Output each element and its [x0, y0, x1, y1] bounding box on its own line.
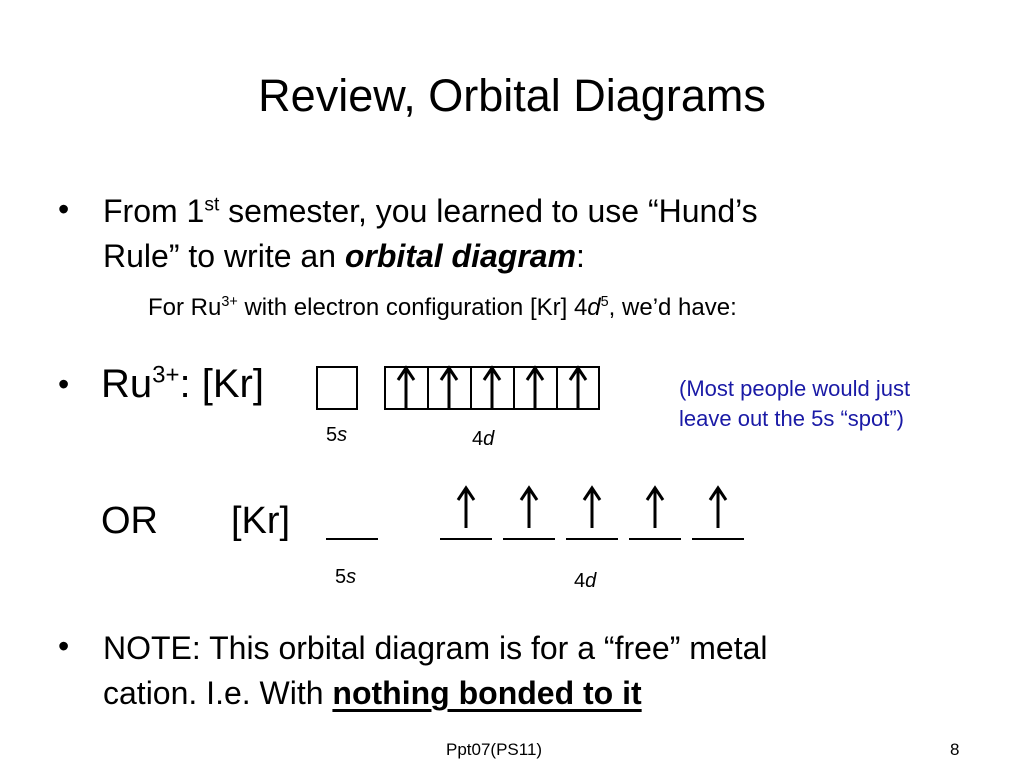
emphasized-text: nothing bonded to it: [332, 675, 642, 711]
up-arrow-icon: [710, 488, 726, 528]
label-5s: 5s: [326, 424, 348, 446]
bullet-marker-2: •: [58, 366, 70, 402]
page-number: 8: [950, 740, 960, 759]
label2-5s: 5s: [335, 566, 357, 588]
bullet-marker-3: •: [58, 628, 70, 664]
blank-4d-1: [440, 538, 492, 540]
up-arrow-icons-row1: [386, 362, 598, 412]
or-label: OR: [101, 500, 158, 542]
config-line: For $Ru^{3+}$ with electron configuration [Kr] $4d^5$, we’d have:: [148, 294, 737, 321]
up-arrow-icon: [527, 368, 543, 408]
up-arrow-icon: [398, 368, 414, 408]
up-arrow-icon: [570, 368, 586, 408]
kr-label-2: [Kr]: [231, 500, 291, 542]
blank-4d-4: [629, 538, 681, 540]
slide-title: Review, Orbital Diagrams: [258, 70, 766, 121]
up-arrow-icon: [521, 488, 537, 528]
up-arrow-icon: [484, 368, 500, 408]
bullet-marker-1: •: [58, 191, 70, 227]
blank-4d-5: [692, 538, 744, 540]
bullet1-line1: From 1st semester, you learned to use “Hund’s: [103, 193, 758, 229]
label2-4d: 4d: [574, 570, 597, 592]
up-arrow-icon: [441, 368, 457, 408]
up-arrow-icon: [584, 488, 600, 528]
bullet3-line1: NOTE: This orbital diagram is for a “free” metal: [103, 630, 768, 666]
blank-4d-3: [566, 538, 618, 540]
label-4d: 4d: [472, 428, 495, 450]
bullet3-line2: cation. I.e. With nothing bonded to it: [103, 675, 642, 711]
side-note: (Most people would just leave out the 5s “spot”): [679, 376, 911, 431]
up-arrow-icons-row2: [440, 484, 744, 530]
bullet1-line2: Rule” to write an orbital diagram:: [103, 238, 585, 274]
up-arrow-icon: [647, 488, 663, 528]
blank-5s: [326, 538, 378, 540]
up-arrow-icon: [458, 488, 474, 528]
footer-source: Ppt07(PS11): [446, 740, 543, 759]
blank-4d-2: [503, 538, 555, 540]
ru-kr-label: $Ru^{3+}$: [Kr]: [101, 361, 264, 406]
orbital-box-5s: [316, 366, 358, 410]
